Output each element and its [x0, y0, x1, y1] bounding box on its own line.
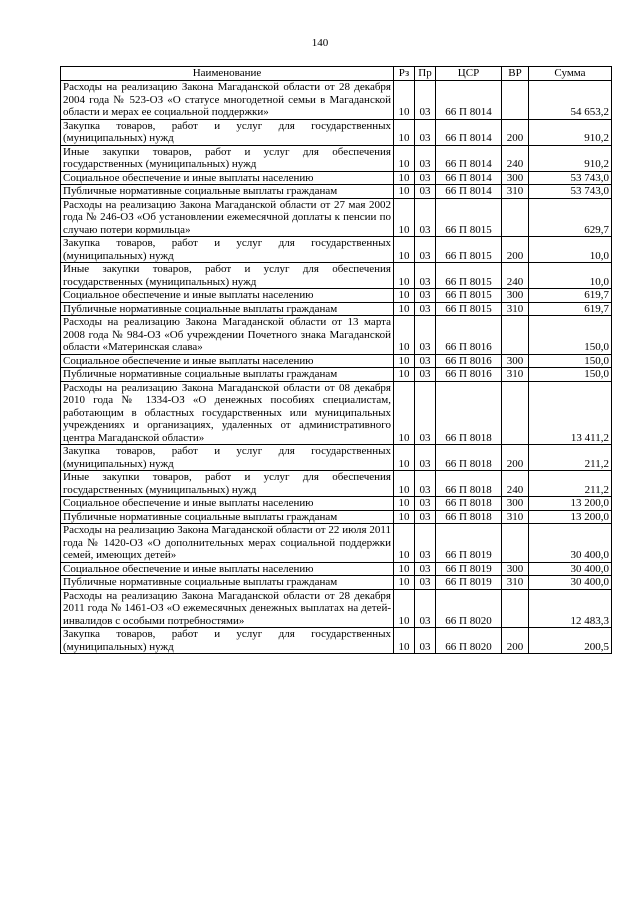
cell-sum: 30 400,0: [529, 576, 612, 590]
cell-rz: 10: [394, 381, 415, 445]
cell-rz: 10: [394, 524, 415, 563]
cell-vr: [502, 381, 529, 445]
cell-sum: 150,0: [529, 354, 612, 368]
cell-name: Социальное обеспечение и иные выплаты населению: [61, 562, 394, 576]
cell-name: Публичные нормативные социальные выплаты гражданам: [61, 368, 394, 382]
cell-rz: 10: [394, 145, 415, 171]
cell-vr: 240: [502, 471, 529, 497]
header-sum: Сумма: [529, 67, 612, 81]
cell-pr: 03: [415, 289, 436, 303]
cell-csr: 66 П 8014: [436, 171, 502, 185]
cell-rz: 10: [394, 119, 415, 145]
cell-vr: [502, 524, 529, 563]
cell-sum: 910,2: [529, 119, 612, 145]
header-name: Наименование: [61, 67, 394, 81]
cell-csr: 66 П 8014: [436, 145, 502, 171]
cell-name: Публичные нормативные социальные выплаты гражданам: [61, 510, 394, 524]
cell-csr: 66 П 8018: [436, 510, 502, 524]
table-row: [61, 589, 612, 628]
cell-sum: 211,2: [529, 471, 612, 497]
cell-name: Расходы на реализацию Закона Магаданской области от 08 декабря 2010 года № 1334-ОЗ «О денежных пособиях специалистам, работающим в областных государственных или муниципальных учреждениях и организациях, удаленных от административного центра Магаданской области»: [61, 381, 394, 445]
cell-csr: 66 П 8015: [436, 237, 502, 263]
cell-pr: 03: [415, 510, 436, 524]
cell-rz: 10: [394, 354, 415, 368]
cell-name: Закупка товаров, работ и услуг для государственных (муниципальных) нужд: [61, 237, 394, 263]
cell-vr: 240: [502, 263, 529, 289]
cell-name: Закупка товаров, работ и услуг для государственных (муниципальных) нужд: [61, 628, 394, 654]
table-row: [61, 445, 612, 471]
cell-csr: 66 П 8014: [436, 185, 502, 199]
cell-vr: 310: [502, 368, 529, 382]
cell-csr: 66 П 8020: [436, 589, 502, 628]
cell-rz: 10: [394, 562, 415, 576]
cell-sum: 619,7: [529, 289, 612, 303]
cell-name: Публичные нормативные социальные выплаты гражданам: [61, 302, 394, 316]
cell-sum: 910,2: [529, 145, 612, 171]
cell-pr: 03: [415, 524, 436, 563]
cell-csr: 66 П 8014: [436, 81, 502, 120]
cell-pr: 03: [415, 354, 436, 368]
cell-sum: 211,2: [529, 445, 612, 471]
table-row: [61, 263, 612, 289]
cell-pr: 03: [415, 381, 436, 445]
cell-vr: [502, 589, 529, 628]
cell-name: Публичные нормативные социальные выплаты гражданам: [61, 576, 394, 590]
table-row: [61, 576, 612, 590]
cell-csr: 66 П 8016: [436, 316, 502, 355]
cell-csr: 66 П 8019: [436, 576, 502, 590]
cell-csr: 66 П 8015: [436, 302, 502, 316]
cell-csr: 66 П 8019: [436, 524, 502, 563]
budget-table: [60, 66, 612, 654]
cell-pr: 03: [415, 316, 436, 355]
cell-vr: 310: [502, 302, 529, 316]
cell-pr: 03: [415, 445, 436, 471]
cell-csr: 66 П 8014: [436, 119, 502, 145]
table-row: [61, 524, 612, 563]
cell-rz: 10: [394, 81, 415, 120]
cell-sum: 13 200,0: [529, 510, 612, 524]
cell-rz: 10: [394, 289, 415, 303]
cell-name: Социальное обеспечение и иные выплаты населению: [61, 289, 394, 303]
cell-rz: 10: [394, 171, 415, 185]
cell-pr: 03: [415, 198, 436, 237]
cell-vr: 200: [502, 237, 529, 263]
table-header-row: [61, 67, 612, 81]
cell-csr: 66 П 8018: [436, 445, 502, 471]
cell-vr: [502, 316, 529, 355]
table-row: [61, 562, 612, 576]
cell-pr: 03: [415, 628, 436, 654]
table-row: [61, 354, 612, 368]
cell-csr: 66 П 8015: [436, 289, 502, 303]
cell-rz: 10: [394, 628, 415, 654]
table-row: [61, 302, 612, 316]
cell-vr: 200: [502, 119, 529, 145]
cell-vr: 200: [502, 628, 529, 654]
cell-vr: [502, 198, 529, 237]
cell-rz: 10: [394, 589, 415, 628]
cell-pr: 03: [415, 471, 436, 497]
table-row: [61, 628, 612, 654]
header-pr: Пр: [415, 67, 436, 81]
cell-name: Социальное обеспечение и иные выплаты населению: [61, 354, 394, 368]
table-row: [61, 145, 612, 171]
cell-pr: 03: [415, 497, 436, 511]
cell-name: Социальное обеспечение и иные выплаты населению: [61, 497, 394, 511]
cell-vr: 300: [502, 497, 529, 511]
header-vr: ВР: [502, 67, 529, 81]
cell-sum: 30 400,0: [529, 562, 612, 576]
cell-sum: 53 743,0: [529, 171, 612, 185]
cell-pr: 03: [415, 237, 436, 263]
cell-vr: 300: [502, 289, 529, 303]
cell-vr: 240: [502, 145, 529, 171]
cell-rz: 10: [394, 316, 415, 355]
cell-csr: 66 П 8020: [436, 628, 502, 654]
cell-name: Иные закупки товаров, работ и услуг для обеспечения государственных (муниципальных) нужд: [61, 145, 394, 171]
cell-pr: 03: [415, 562, 436, 576]
cell-sum: 10,0: [529, 237, 612, 263]
cell-name: Публичные нормативные социальные выплаты гражданам: [61, 185, 394, 199]
cell-vr: 200: [502, 445, 529, 471]
cell-name: Расходы на реализацию Закона Магаданской области от 22 июля 2011 года № 1420-ОЗ «О дополнительных мерах социальной поддержки семей, имеющих детей»: [61, 524, 394, 563]
cell-name: Расходы на реализацию Закона Магаданской области от 28 декабря 2004 года № 523-ОЗ «О статусе многодетной семьи в Магаданской области и мерах ее социальной поддержки»: [61, 81, 394, 120]
cell-rz: 10: [394, 198, 415, 237]
table-row: [61, 119, 612, 145]
cell-rz: 10: [394, 368, 415, 382]
table-row: [61, 316, 612, 355]
table-row: [61, 237, 612, 263]
cell-csr: 66 П 8019: [436, 562, 502, 576]
cell-name: Расходы на реализацию Закона Магаданской области от 28 декабря 2011 года № 1461-ОЗ «О ежемесячных денежных выплатах на детей-инвалидов с особыми потребностями»: [61, 589, 394, 628]
cell-vr: 310: [502, 510, 529, 524]
cell-name: Иные закупки товаров, работ и услуг для обеспечения государственных (муниципальных) нужд: [61, 263, 394, 289]
cell-name: Иные закупки товаров, работ и услуг для обеспечения государственных (муниципальных) нужд: [61, 471, 394, 497]
cell-name: Социальное обеспечение и иные выплаты населению: [61, 171, 394, 185]
cell-sum: 13 200,0: [529, 497, 612, 511]
table-row: [61, 171, 612, 185]
table-row: [61, 81, 612, 120]
cell-pr: 03: [415, 185, 436, 199]
table-row: [61, 368, 612, 382]
cell-sum: 53 743,0: [529, 185, 612, 199]
cell-pr: 03: [415, 302, 436, 316]
cell-sum: 150,0: [529, 368, 612, 382]
table-row: [61, 471, 612, 497]
cell-rz: 10: [394, 185, 415, 199]
cell-sum: 12 483,3: [529, 589, 612, 628]
cell-rz: 10: [394, 497, 415, 511]
table-body: [61, 81, 612, 654]
cell-csr: 66 П 8016: [436, 354, 502, 368]
cell-rz: 10: [394, 302, 415, 316]
cell-rz: 10: [394, 471, 415, 497]
cell-rz: 10: [394, 445, 415, 471]
page-number: 140: [311, 37, 329, 49]
table-row: [61, 289, 612, 303]
cell-sum: 54 653,2: [529, 81, 612, 120]
cell-pr: 03: [415, 145, 436, 171]
cell-pr: 03: [415, 81, 436, 120]
table-row: [61, 185, 612, 199]
table-row: [61, 381, 612, 445]
cell-sum: 150,0: [529, 316, 612, 355]
cell-rz: 10: [394, 576, 415, 590]
cell-csr: 66 П 8016: [436, 368, 502, 382]
header-csr: ЦСР: [436, 67, 502, 81]
cell-vr: 310: [502, 185, 529, 199]
cell-pr: 03: [415, 368, 436, 382]
table-row: [61, 510, 612, 524]
cell-name: Закупка товаров, работ и услуг для государственных (муниципальных) нужд: [61, 119, 394, 145]
cell-vr: 300: [502, 354, 529, 368]
cell-sum: 10,0: [529, 263, 612, 289]
cell-vr: 300: [502, 171, 529, 185]
cell-sum: 13 411,2: [529, 381, 612, 445]
cell-vr: [502, 81, 529, 120]
cell-sum: 200,5: [529, 628, 612, 654]
cell-vr: 310: [502, 576, 529, 590]
cell-pr: 03: [415, 263, 436, 289]
cell-sum: 629,7: [529, 198, 612, 237]
cell-csr: 66 П 8018: [436, 497, 502, 511]
cell-pr: 03: [415, 576, 436, 590]
cell-rz: 10: [394, 510, 415, 524]
cell-pr: 03: [415, 589, 436, 628]
table-row: [61, 497, 612, 511]
cell-pr: 03: [415, 171, 436, 185]
cell-csr: 66 П 8018: [436, 381, 502, 445]
table-row: [61, 198, 612, 237]
header-rz: Рз: [394, 67, 415, 81]
cell-csr: 66 П 8018: [436, 471, 502, 497]
cell-vr: 300: [502, 562, 529, 576]
cell-csr: 66 П 8015: [436, 263, 502, 289]
cell-sum: 30 400,0: [529, 524, 612, 563]
cell-csr: 66 П 8015: [436, 198, 502, 237]
cell-rz: 10: [394, 263, 415, 289]
cell-name: Расходы на реализацию Закона Магаданской области от 13 марта 2008 года № 984-ОЗ «Об учреждении Почетного знака Магаданской области «Материнская слава»: [61, 316, 394, 355]
cell-rz: 10: [394, 237, 415, 263]
cell-name: Закупка товаров, работ и услуг для государственных (муниципальных) нужд: [61, 445, 394, 471]
cell-pr: 03: [415, 119, 436, 145]
cell-sum: 619,7: [529, 302, 612, 316]
cell-name: Расходы на реализацию Закона Магаданской области от 27 мая 2002 года № 246-ОЗ «Об установлении ежемесячной доплаты к пенсии по случаю потери кормильца»: [61, 198, 394, 237]
